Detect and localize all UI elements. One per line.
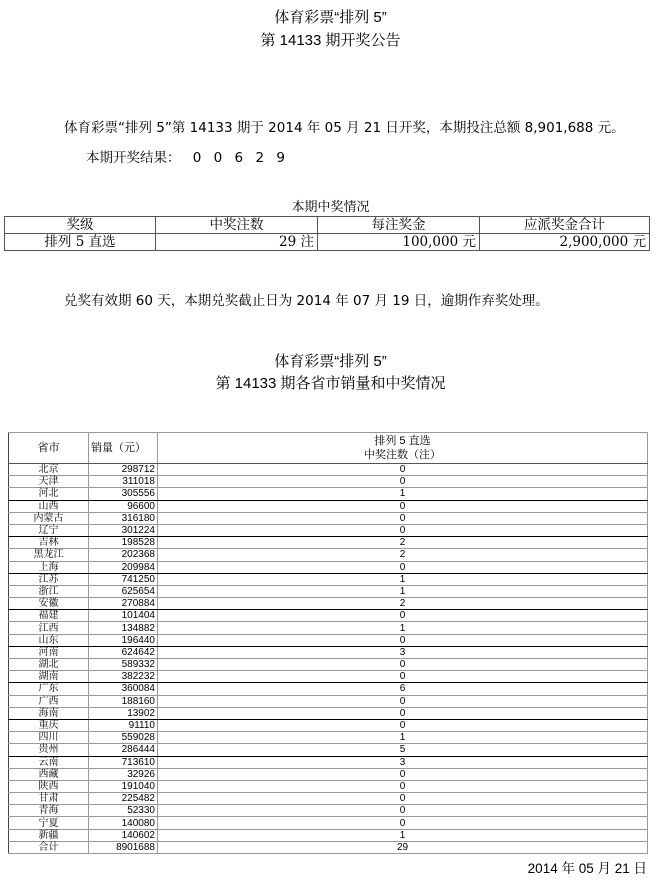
cell-level: 排列 5 直选: [5, 234, 156, 251]
province-row: [9, 756, 648, 768]
cell-province: 宁夏: [9, 817, 89, 829]
cell-sales: 286444: [89, 744, 158, 756]
province-row: [9, 500, 648, 512]
cell-win-count: 29 注: [156, 234, 318, 251]
cell-sales: 316180: [89, 512, 158, 524]
cell-sales: 91110: [89, 719, 158, 731]
cell-wins: 2: [158, 549, 648, 561]
cell-sales: 191040: [89, 780, 158, 792]
cell-sales: 140080: [89, 817, 158, 829]
cell-province: 江苏: [9, 573, 89, 585]
province-row: [9, 817, 648, 829]
cell-sales: 625654: [89, 585, 158, 597]
cell-wins: 0: [158, 671, 648, 683]
cell-sales: 311018: [89, 476, 158, 488]
draw-result-label: 本期开奖结果：: [86, 150, 181, 166]
province-row: [9, 793, 648, 805]
cell-sales: 13902: [89, 707, 158, 719]
cell-sales: 134882: [89, 622, 158, 634]
cell-province: 吉林: [9, 537, 89, 549]
province-row: [9, 585, 648, 597]
cell-wins: 0: [158, 524, 648, 536]
cell-wins: 3: [158, 646, 648, 658]
cell-wins: 0: [158, 805, 648, 817]
cell-province: 河南: [9, 646, 89, 658]
province-row: [9, 719, 648, 731]
cell-province: 浙江: [9, 585, 89, 597]
cell-sales: 270884: [89, 598, 158, 610]
cell-province: 山西: [9, 500, 89, 512]
province-total-row: [9, 841, 648, 853]
cell-sales: 202368: [89, 549, 158, 561]
province-row: [9, 561, 648, 573]
cell-wins: 0: [158, 610, 648, 622]
cell-province: 江西: [9, 622, 89, 634]
cell-sales: 298712: [89, 464, 158, 476]
province-row: [9, 829, 648, 841]
section-title: 体育彩票“排列 5”: [274, 353, 387, 370]
draw-result: [86, 146, 289, 166]
cell-province: 广西: [9, 695, 89, 707]
province-row: [9, 646, 648, 658]
cell-prize-per-bet: 100,000 元: [318, 234, 480, 251]
award-table-header: [5, 217, 650, 234]
province-row: [9, 659, 648, 671]
province-row: [9, 683, 648, 695]
cell-wins: 0: [158, 707, 648, 719]
cell-wins: 1: [158, 732, 648, 744]
province-row: [9, 634, 648, 646]
cell-province: 河北: [9, 488, 89, 500]
cell-wins: 1: [158, 573, 648, 585]
cell-province: 陕西: [9, 780, 89, 792]
cell-province: 天津: [9, 476, 89, 488]
cell-wins: 0: [158, 793, 648, 805]
cell-province: 合计: [9, 841, 89, 853]
province-row: [9, 488, 648, 500]
cell-wins: 2: [158, 537, 648, 549]
cell-sales: 209984: [89, 561, 158, 573]
cell-province: 北京: [9, 464, 89, 476]
cell-province: 上海: [9, 561, 89, 573]
province-row: [9, 549, 648, 561]
cell-wins: 1: [158, 585, 648, 597]
award-table: [4, 216, 650, 251]
cell-province: 山东: [9, 634, 89, 646]
award-table-caption: 本期中奖情况: [291, 200, 370, 215]
cell-province: 黑龙江: [9, 549, 89, 561]
cell-sales: 382232: [89, 671, 158, 683]
province-row: [9, 707, 648, 719]
cell-wins: 3: [158, 756, 648, 768]
header-win-count: 中奖注数: [156, 217, 318, 234]
cell-wins: 5: [158, 744, 648, 756]
cell-wins: 1: [158, 829, 648, 841]
cell-province: 新疆: [9, 829, 89, 841]
cell-sales: 305556: [89, 488, 158, 500]
cell-wins: 0: [158, 476, 648, 488]
cell-wins: 0: [158, 695, 648, 707]
cell-wins: 0: [158, 464, 648, 476]
province-row: [9, 744, 648, 756]
cell-province: 西藏: [9, 768, 89, 780]
cell-wins: 0: [158, 634, 648, 646]
cell-sales: 52330: [89, 805, 158, 817]
cell-sales: 225482: [89, 793, 158, 805]
cell-sales: 96600: [89, 500, 158, 512]
cell-province: 重庆: [9, 719, 89, 731]
cell-sales: 188160: [89, 695, 158, 707]
cell-province: 海南: [9, 707, 89, 719]
announcement-subtitle: 第 14133 期开奖公告: [260, 32, 401, 49]
cell-sales: 301224: [89, 524, 158, 536]
cell-sales: 198528: [89, 537, 158, 549]
cell-sales: 559028: [89, 732, 158, 744]
cell-wins: 0: [158, 780, 648, 792]
province-row: [9, 512, 648, 524]
cell-province: 广东: [9, 683, 89, 695]
cell-wins: 0: [158, 768, 648, 780]
province-row: [9, 671, 648, 683]
province-row: [9, 464, 648, 476]
cell-province: 青海: [9, 805, 89, 817]
cell-province: 安徽: [9, 598, 89, 610]
announcement-title: 体育彩票“排列 5”: [274, 9, 387, 26]
cell-wins: 1: [158, 622, 648, 634]
cell-sales: 624642: [89, 646, 158, 658]
draw-result-numbers: 0 0 6 2 9: [192, 150, 289, 166]
cell-total-prize: 2,900,000 元: [480, 234, 650, 251]
cell-wins: 1: [158, 488, 648, 500]
cell-wins: 0: [158, 512, 648, 524]
footer-date: 2014 年 05 月 21 日: [527, 861, 647, 876]
header-prize-per-bet: 每注奖金: [318, 217, 480, 234]
cell-sales: 360084: [89, 683, 158, 695]
province-row: [9, 780, 648, 792]
cell-sales: 8901688: [89, 841, 158, 853]
validity-notice: 兑奖有效期 60 天，本期兑奖截止日为 2014 年 07 月 19 日，逾期作弃奖处理。: [64, 293, 549, 309]
cell-sales: 140602: [89, 829, 158, 841]
cell-wins: 0: [158, 561, 648, 573]
cell-province: 湖南: [9, 671, 89, 683]
header-total-prize: 应派奖金合计: [480, 217, 650, 234]
header-province: 省市: [9, 433, 89, 464]
province-table: [8, 432, 648, 854]
cell-province: 内蒙古: [9, 512, 89, 524]
cell-province: 甘肃: [9, 793, 89, 805]
header-level: 奖级: [5, 217, 156, 234]
section-subtitle: 第 14133 期各省市销量和中奖情况: [215, 375, 446, 392]
province-row: [9, 537, 648, 549]
province-row: [9, 476, 648, 488]
draw-summary-text: 体育彩票“排列 5”第 14133 期于 2014 年 05 月 21 日开奖，本期投注总额 8,901,688 元。: [64, 120, 625, 136]
province-row: [9, 805, 648, 817]
province-row: [9, 573, 648, 585]
cell-sales: 713610: [89, 756, 158, 768]
cell-wins: 0: [158, 659, 648, 671]
cell-province: 云南: [9, 756, 89, 768]
province-row: [9, 598, 648, 610]
cell-province: 四川: [9, 732, 89, 744]
province-row: [9, 695, 648, 707]
header-sales: 销量（元）: [89, 433, 158, 464]
cell-wins: 29: [158, 841, 648, 853]
cell-sales: 196440: [89, 634, 158, 646]
cell-wins: 6: [158, 683, 648, 695]
province-row: [9, 768, 648, 780]
province-row: [9, 622, 648, 634]
cell-sales: 589332: [89, 659, 158, 671]
cell-wins: 0: [158, 817, 648, 829]
cell-province: 福建: [9, 610, 89, 622]
cell-wins: 0: [158, 719, 648, 731]
header-wins-line1: 排列 5 直选: [374, 435, 431, 447]
province-row: [9, 610, 648, 622]
header-wins: [158, 433, 648, 464]
cell-wins: 2: [158, 598, 648, 610]
header-wins-line2: 中奖注数（注）: [364, 449, 441, 461]
cell-wins: 0: [158, 500, 648, 512]
province-row: [9, 524, 648, 536]
award-table-row: [5, 234, 650, 251]
province-table-header: [9, 433, 648, 464]
cell-sales: 101404: [89, 610, 158, 622]
cell-sales: 741250: [89, 573, 158, 585]
province-row: [9, 732, 648, 744]
cell-province: 贵州: [9, 744, 89, 756]
cell-province: 辽宁: [9, 524, 89, 536]
cell-province: 湖北: [9, 659, 89, 671]
cell-sales: 32926: [89, 768, 158, 780]
